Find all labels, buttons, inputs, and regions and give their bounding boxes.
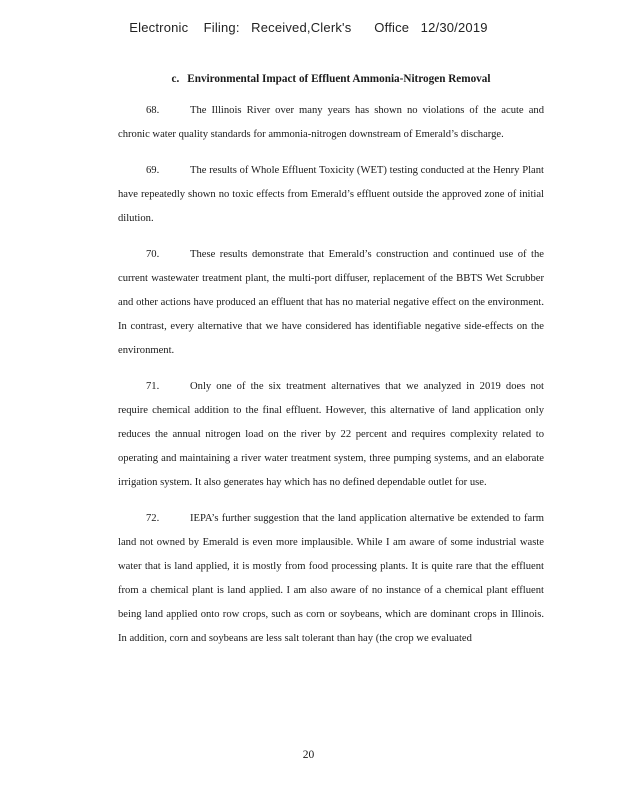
document-body (118, 72, 544, 663)
section-letter: c. (171, 73, 180, 85)
paragraph-number: 68. (146, 105, 160, 116)
section-heading (118, 72, 544, 86)
paragraph-text: These results demonstrate that Emerald’s construction and continued use of the current wastewater treatment plant, the multi-port diffuser, replacement of the BBTS Wet Scrubber and other actions have produced an effluent that has no material negative effect on the environment. In contrast, every alternative that we have considered has identifiable negative side-effects on the environment. (118, 249, 544, 356)
paragraph-text: The Illinois River over many years has shown no violations of the acute and chronic water quality standards for ammonia-nitrogen downstream of Emerald’s discharge. (118, 105, 544, 140)
paragraph-71 (118, 375, 544, 495)
paragraph-text: The results of Whole Effluent Toxicity (WET) testing conducted at the Henry Plant have repeatedly shown no toxic effects from Emerald’s effluent outside the approved zone of initial dilution. (118, 165, 544, 224)
paragraph-69 (118, 159, 544, 231)
paragraph-72 (118, 507, 544, 651)
section-title: Environmental Impact of Effluent Ammonia-Nitrogen Removal (187, 73, 491, 85)
paragraph-number: 70. (146, 249, 160, 260)
filing-header: Electronic Filing: Received,Clerk's Office 12/30/2019 (129, 20, 488, 35)
paragraph-70 (118, 243, 544, 363)
paragraph-text: IEPA’s further suggestion that the land application alternative be extended to farm land not owned by Emerald is even more implausible. While I am aware of some industrial waste water that is land applied, it is mostly from food processing plants. It is quite rare that the effluent from a chemical plant is land applied. I am also aware of no instance of a chemical plant effluent being land applied onto row crops, such as corn or soybeans, which are dominant crops in Illinois. In addition, corn and soybeans are less salt tolerant than hay (the crop we evaluated (118, 513, 544, 644)
paragraph-number: 69. (146, 165, 160, 176)
paragraph-number: 72. (146, 513, 160, 524)
paragraph-text: Only one of the six treatment alternatives that we analyzed in 2019 does not require chemical addition to the final effluent. However, this alternative of land application only reduces the annual nitrogen load on the river by 22 percent and requires complexity related to operating and maintaining a river water treatment system, three pumping systems, and an elaborate irrigation system. It also generates hay which has no defined dependable outlet for use. (118, 381, 544, 488)
paragraph-number: 71. (146, 381, 160, 392)
paragraph-68 (118, 99, 544, 147)
page-number: 20 (302, 749, 315, 761)
